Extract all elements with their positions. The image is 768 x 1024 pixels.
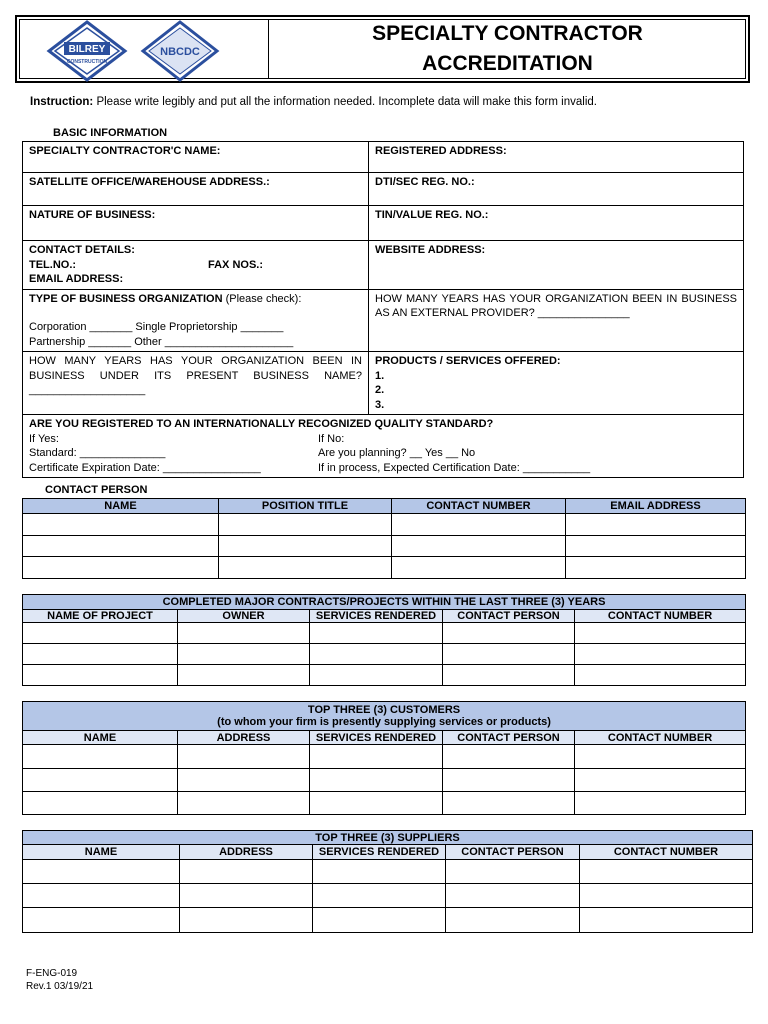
table-cell[interactable] bbox=[180, 860, 313, 884]
table-cell[interactable] bbox=[443, 769, 575, 792]
table-row bbox=[23, 792, 746, 815]
table-cell[interactable] bbox=[310, 665, 443, 686]
col-services: SERVICES RENDERED bbox=[313, 845, 446, 860]
table-row bbox=[23, 860, 753, 884]
table-cell[interactable] bbox=[23, 860, 180, 884]
table-row bbox=[23, 623, 746, 644]
svg-text:CONSTRUCTION: CONSTRUCTION bbox=[66, 59, 108, 65]
col-project-name: NAME OF PROJECT bbox=[23, 610, 178, 623]
company-logos bbox=[20, 20, 268, 82]
bilrey-logo bbox=[49, 22, 125, 80]
table-cell[interactable] bbox=[310, 792, 443, 815]
table-cell[interactable] bbox=[446, 908, 580, 933]
table-cell[interactable] bbox=[443, 665, 575, 686]
business-type-field[interactable]: TYPE OF BUSINESS ORGANIZATION (Please check): Corporation _______ Single Proprietorship _______ Partnership _______ Other _____________________ bbox=[23, 289, 369, 352]
table-cell[interactable] bbox=[446, 860, 580, 884]
table-cell[interactable] bbox=[178, 745, 310, 769]
col-address: ADDRESS bbox=[180, 845, 313, 860]
table-cell[interactable] bbox=[23, 908, 180, 933]
nature-of-business-field[interactable]: NATURE OF BUSINESS: bbox=[23, 206, 369, 241]
satellite-address-field[interactable]: SATELLITE OFFICE/WAREHOUSE ADDRESS.: bbox=[23, 173, 369, 206]
table-cell[interactable] bbox=[446, 884, 580, 908]
table-cell[interactable] bbox=[580, 860, 753, 884]
table-cell[interactable] bbox=[310, 644, 443, 665]
table-row bbox=[23, 557, 746, 579]
table-cell[interactable] bbox=[575, 665, 746, 686]
basic-info-label: BASIC INFORMATION bbox=[53, 127, 168, 139]
col-name: NAME bbox=[23, 845, 180, 860]
table-row bbox=[23, 745, 746, 769]
table-cell[interactable] bbox=[219, 514, 392, 536]
suppliers-table bbox=[22, 830, 753, 933]
table-cell[interactable] bbox=[575, 792, 746, 815]
revision-date: Rev.1 03/19/21 bbox=[26, 981, 94, 992]
table-cell[interactable] bbox=[310, 623, 443, 644]
table-cell[interactable] bbox=[180, 908, 313, 933]
table-cell[interactable] bbox=[575, 769, 746, 792]
col-owner: OWNER bbox=[178, 610, 310, 623]
table-cell[interactable] bbox=[178, 665, 310, 686]
col-contact-person: CONTACT PERSON bbox=[446, 845, 580, 860]
logo-area bbox=[20, 20, 269, 78]
table-cell[interactable] bbox=[180, 884, 313, 908]
quality-standard-field[interactable]: ARE YOU REGISTERED TO AN INTERNATIONALLY RECOGNIZED QUALITY STANDARD? If Yes: If No: Standard: ______________ Are you planning? __ Yes __ No Certificate Expiration Date: ________________ If in process, Expected Certification Date: ___________ bbox=[23, 415, 744, 478]
table-cell[interactable] bbox=[23, 745, 178, 769]
table-cell[interactable] bbox=[23, 514, 219, 536]
col-services: SERVICES RENDERED bbox=[310, 610, 443, 623]
col-contact-number: CONTACT NUMBER bbox=[392, 499, 566, 514]
table-cell[interactable] bbox=[23, 536, 219, 557]
table-cell[interactable] bbox=[23, 644, 178, 665]
products-field[interactable]: PRODUCTS / SERVICES OFFERED: 1. 2. 3. bbox=[369, 352, 744, 415]
svg-text:BILREY: BILREY bbox=[68, 44, 106, 55]
years-external-field[interactable]: HOW MANY YEARS HAS YOUR ORGANIZATION BEEN IN BUSINESS AS AN EXTERNAL PROVIDER? _______________ bbox=[369, 289, 744, 352]
suppliers-title: TOP THREE (3) SUPPLIERS bbox=[23, 831, 753, 845]
table-cell[interactable] bbox=[178, 769, 310, 792]
table-cell[interactable] bbox=[23, 769, 178, 792]
table-row bbox=[23, 514, 746, 536]
table-cell[interactable] bbox=[178, 623, 310, 644]
dti-reg-field[interactable]: DTI/SEC REG. NO.: bbox=[369, 173, 744, 206]
table-cell[interactable] bbox=[392, 557, 566, 579]
col-address: ADDRESS bbox=[178, 731, 310, 745]
col-name: NAME bbox=[23, 499, 219, 514]
table-cell[interactable] bbox=[178, 644, 310, 665]
svg-text:NBCDC: NBCDC bbox=[160, 46, 200, 58]
col-contact-number: CONTACT NUMBER bbox=[575, 610, 746, 623]
col-contact-person: CONTACT PERSON bbox=[443, 731, 575, 745]
table-cell[interactable] bbox=[580, 884, 753, 908]
table-cell[interactable] bbox=[310, 745, 443, 769]
table-cell[interactable] bbox=[178, 792, 310, 815]
table-cell[interactable] bbox=[575, 745, 746, 769]
basic-info-table bbox=[22, 141, 744, 478]
table-cell[interactable] bbox=[310, 769, 443, 792]
table-cell[interactable] bbox=[23, 792, 178, 815]
table-row bbox=[23, 884, 753, 908]
table-cell[interactable] bbox=[575, 644, 746, 665]
table-row bbox=[23, 665, 746, 686]
table-cell[interactable] bbox=[575, 623, 746, 644]
table-row bbox=[23, 908, 753, 933]
table-row bbox=[23, 644, 746, 665]
table-row bbox=[23, 536, 746, 557]
table-cell[interactable] bbox=[219, 536, 392, 557]
instruction: Instruction: Please write legibly and put all the information needed. Incomplete data will make this form invalid. bbox=[30, 96, 597, 108]
registered-address-field[interactable]: REGISTERED ADDRESS: bbox=[369, 142, 744, 173]
table-cell[interactable] bbox=[443, 745, 575, 769]
years-name-field[interactable]: HOW MANY YEARS HAS YOUR ORGANIZATION BEEN IN BUSINESS UNDER ITS PRESENT BUSINESS NAME? ___________________ bbox=[23, 352, 369, 415]
table-cell[interactable] bbox=[23, 884, 180, 908]
nbcdc-logo bbox=[143, 22, 217, 80]
contact-person-table bbox=[22, 498, 746, 579]
customers-table bbox=[22, 701, 746, 815]
table-cell[interactable] bbox=[23, 665, 178, 686]
table-cell[interactable] bbox=[566, 536, 746, 557]
col-email: EMAIL ADDRESS bbox=[566, 499, 746, 514]
col-position: POSITION TITLE bbox=[219, 499, 392, 514]
table-cell[interactable] bbox=[443, 623, 575, 644]
table-cell[interactable] bbox=[23, 557, 219, 579]
table-cell[interactable] bbox=[23, 623, 178, 644]
table-cell[interactable] bbox=[580, 908, 753, 933]
table-cell[interactable] bbox=[566, 514, 746, 536]
col-name: NAME bbox=[23, 731, 178, 745]
website-field[interactable]: WEBSITE ADDRESS: bbox=[369, 241, 744, 290]
table-cell[interactable] bbox=[392, 514, 566, 536]
contact-person-label: CONTACT PERSON bbox=[45, 484, 148, 496]
customers-title: TOP THREE (3) CUSTOMERS (to whom your firm is presently supplying services or products) bbox=[23, 702, 746, 731]
contractor-name-field[interactable]: SPECIALTY CONTRACTOR'C NAME: bbox=[23, 142, 369, 173]
form-title: SPECIALTY CONTRACTOR ACCREDITATION bbox=[372, 22, 643, 75]
form-header bbox=[15, 15, 750, 83]
projects-table bbox=[22, 594, 746, 686]
form-code: F-ENG-019 bbox=[26, 968, 78, 979]
table-cell[interactable] bbox=[392, 536, 566, 557]
table-cell[interactable] bbox=[443, 792, 575, 815]
table-row bbox=[23, 769, 746, 792]
table-cell[interactable] bbox=[219, 557, 392, 579]
table-cell[interactable] bbox=[313, 884, 446, 908]
col-contact-number: CONTACT NUMBER bbox=[580, 845, 753, 860]
contact-details-field[interactable]: CONTACT DETAILS: TEL.NO.: FAX NOS.: EMAIL ADDRESS: bbox=[23, 241, 369, 290]
table-cell[interactable] bbox=[313, 860, 446, 884]
table-cell[interactable] bbox=[443, 644, 575, 665]
col-contact-number: CONTACT NUMBER bbox=[575, 731, 746, 745]
form-footer bbox=[26, 967, 93, 993]
col-services: SERVICES RENDERED bbox=[310, 731, 443, 745]
table-cell[interactable] bbox=[313, 908, 446, 933]
col-contact-person: CONTACT PERSON bbox=[443, 610, 575, 623]
projects-title: COMPLETED MAJOR CONTRACTS/PROJECTS WITHIN THE LAST THREE (3) YEARS bbox=[23, 595, 746, 610]
tin-reg-field[interactable]: TIN/VALUE REG. NO.: bbox=[369, 206, 744, 241]
table-cell[interactable] bbox=[566, 557, 746, 579]
